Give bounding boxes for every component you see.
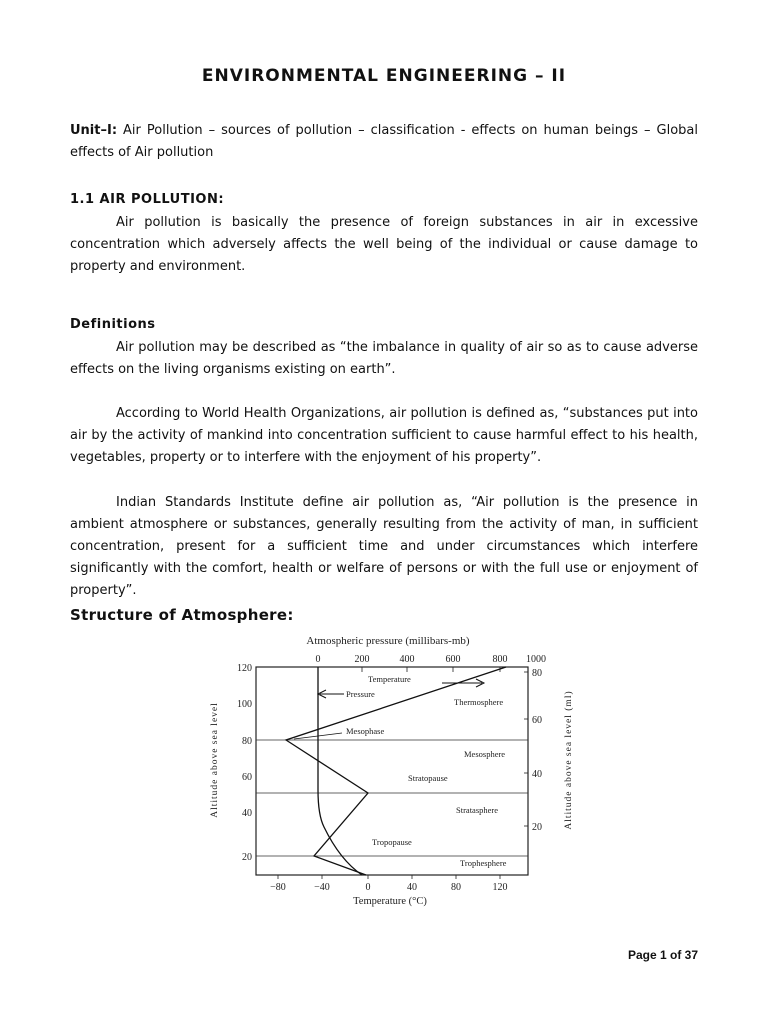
definition-2: According to World Health Organizations, air pollution is defined as, “substances put into air by the activity of mankind into concentration sufficient to cause harmful effect to his health, vegetables, property or to interfere with the enjoyment of his property”. <box>70 406 698 465</box>
left-tick-label: 40 <box>242 808 252 819</box>
bottom-tick-label: 120 <box>492 882 508 893</box>
top-tick-label: 800 <box>492 654 508 665</box>
top-axis-title: Atmospheric pressure (millibars-mb) <box>306 635 470 647</box>
unit-text: Air Pollution – sources of pollution – classification - effects on human beings – Global effects of Air pollution <box>70 123 698 160</box>
top-ticks <box>316 654 547 672</box>
right-tick-label: 40 <box>532 769 542 780</box>
top-tick-label: 200 <box>354 654 370 665</box>
definition-3: Indian Standards Institute define air pollution as, “Air pollution is the presence in ambient atmosphere or substances, generally resulting from the activity of man, in sufficient concentration, present for a sufficient time and under circumstances which interfere significantly with the comfort, health or welfare of persons or with the full use or enjoyment of property”. <box>70 495 698 598</box>
label-mesophase: Mesophase <box>346 726 385 736</box>
top-tick-label: 1000 <box>526 654 546 665</box>
right-ticks <box>524 668 542 833</box>
layer-mesosphere: Mesosphere <box>464 749 506 759</box>
left-tick-label: 20 <box>242 852 252 863</box>
label-tropopause: Tropopause <box>372 837 412 847</box>
bottom-tick-label: −40 <box>314 882 330 893</box>
unit-line <box>70 120 698 164</box>
bottom-tick-label: 40 <box>407 882 417 893</box>
bottom-axis-title: Temperature (°C) <box>353 896 427 907</box>
layer-trophesphere: Trophesphere <box>460 858 507 868</box>
left-axis-title: Altitude above sea level <box>210 702 220 818</box>
bottom-ticks <box>270 875 507 893</box>
right-tick-label: 60 <box>532 715 542 726</box>
top-tick-label: 600 <box>445 654 461 665</box>
left-tick-label: 80 <box>242 736 252 747</box>
section-paragraph: Air pollution is basically the presence of foreign substances in air in excessive concentration which adversely affects the well being of the individual or cause damage to property and environment. <box>70 215 698 274</box>
left-tick-label: 60 <box>242 772 252 783</box>
bottom-tick-label: 0 <box>365 882 371 893</box>
section-heading: 1.1 AIR POLLUTION: <box>70 192 225 207</box>
bottom-tick-label: −80 <box>270 882 286 893</box>
layer-stratasphere: Stratasphere <box>456 805 499 815</box>
document-title: ENVIRONMENTAL ENGINEERING – II <box>201 66 567 86</box>
pressure-arrow <box>318 690 344 698</box>
page-number: Page 1 of 37 <box>627 948 698 962</box>
left-tick-label: 120 <box>237 663 252 674</box>
label-pressure: Pressure <box>346 689 375 699</box>
right-tick-label: 80 <box>532 668 542 679</box>
label-temperature: Temperature <box>368 674 411 684</box>
top-tick-label: 0 <box>315 654 321 665</box>
left-ticks <box>237 663 252 863</box>
structure-heading: Structure of Atmosphere: <box>70 606 294 624</box>
right-tick-label: 20 <box>532 822 542 833</box>
definitions-heading: Definitions <box>70 317 156 332</box>
atmosphere-chart <box>200 628 580 918</box>
layer-stratopause: Stratopause <box>408 773 448 783</box>
right-axis-title: Altitude above sea level (ml) <box>564 690 574 830</box>
bottom-tick-label: 80 <box>451 882 461 893</box>
unit-label: Unit–I: <box>70 123 118 138</box>
top-tick-label: 400 <box>399 654 415 665</box>
definition-1: Air pollution may be described as “the imbalance in quality of air so as to cause adverse effects on the living organisms existing on earth”. <box>70 340 698 377</box>
left-tick-label: 100 <box>237 699 252 710</box>
layer-thermosphere: Thermosphere <box>454 697 504 707</box>
